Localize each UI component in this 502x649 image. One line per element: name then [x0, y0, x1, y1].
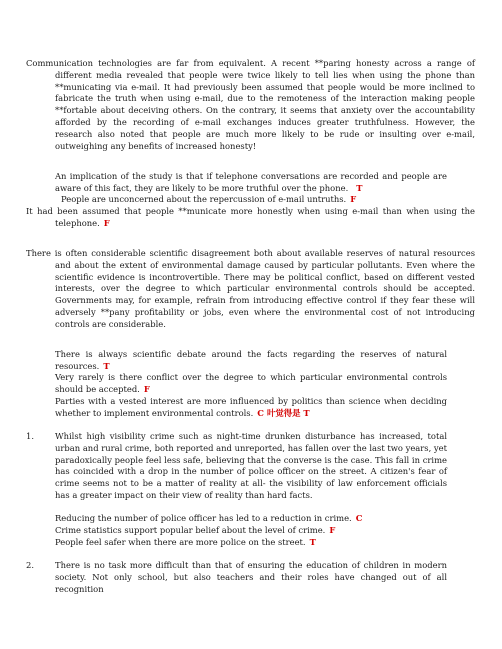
answer-mark: F	[329, 525, 336, 535]
statement-3-1	[55, 513, 447, 525]
answer-mark: C	[257, 407, 264, 418]
statement-1-2	[61, 194, 447, 206]
statement-text: Very rarely is there conflict over the degree to which particular environmental controls should be accepted.	[55, 372, 447, 394]
question-number: 1.	[26, 431, 34, 441]
passage-education: There is no task more difficult than that of ensuring the education of children in modern society. Not only school, but also teachers and their roles have changed out of all recognition	[55, 560, 447, 594]
answer-mark: F	[143, 383, 150, 394]
statement-text: An implication of the study is that if telephone conversations are recorded and people are aware of this fact, they are likely to be more truthful over the phone.	[55, 171, 447, 193]
passage-communication: Communication technologies are far from equivalent. A recent **paring honesty across a range of different media revealed that people were twice likely to tell lies when using the phone than **municating via e-mail. It had previously been assumed that people would be more inclined to fabricate the truth when using e-mail, due to the remoteness of the interaction making people **fortable about deceiving others. On the contrary, it seems that anxiety over the accountability afforded by the recording of e-mail exchanges induces greater truthfulness. However, the research also noted that people are much more likely to be rude or insulting over e-mail, outweighing any benefits of increased honesty!	[26, 58, 475, 151]
statement-text: Parties with a vested interest are more influenced by politics than science when deciding whether to implement environmental controls.	[55, 396, 447, 418]
statement-1-1	[55, 171, 447, 195]
statement-text: People are unconcerned about the repercussion of e-mail untruths.	[61, 194, 347, 204]
statement-2-1	[55, 349, 447, 373]
statement-text: Crime statistics support popular belief about the level of crime.	[55, 525, 326, 535]
statement-text: It had been assumed that people **municate more honestly when using e-mail than when using the telephone.	[26, 206, 475, 228]
statement-text: People feel safer when there are more police on the street.	[55, 537, 306, 547]
statement-2-3	[55, 396, 447, 420]
statement-1-3	[26, 206, 475, 230]
statement-3-2	[55, 525, 447, 537]
statement-2-2	[55, 372, 447, 396]
question-number: 2.	[26, 560, 34, 570]
handwritten-note: 叶觉得是 T	[266, 407, 310, 418]
answer-mark: T	[356, 182, 363, 193]
passage-environment: There is often considerable scientific disagreement both about available reserves of natural resources and about the extent of environmental damage caused by particular pollutants. Even where the scientific evidence is incontrovertible. There may be political conflict, based on different vested interests, over the degree to which particular environmental controls should be accepted. Governments may, for example, refrain from introducing effective control if they fear these will adversely **pany profitability or jobs, even where the environmental cost of not introducing controls are considerable.	[26, 248, 475, 329]
statement-3-3	[55, 537, 447, 549]
statement-text: Reducing the number of police officer has led to a reduction in crime.	[55, 513, 352, 523]
answer-mark: F	[350, 194, 357, 204]
statement-text: There is always scientific debate around the facts regarding the reserves of natural resources.	[55, 349, 447, 371]
answer-mark: F	[103, 217, 110, 228]
answer-mark: T	[103, 360, 110, 371]
answer-mark: C	[355, 513, 363, 523]
answer-mark: T	[309, 537, 316, 547]
passage-crime: Whilst high visibility crime such as night-time drunken disturbance has increased, total urban and rural crime, both reported and unreported, has fallen over the last two years, yet paradoxically people feel less safe, believing that the converse is the case. This fall in crime has coincided with a drop in the number of police officer on the street. A citizen's fear of crime seems not to be a matter of reality at all- the visibility of law enforcement officials has a greater impact on their view of reality than hard facts.	[55, 431, 447, 500]
